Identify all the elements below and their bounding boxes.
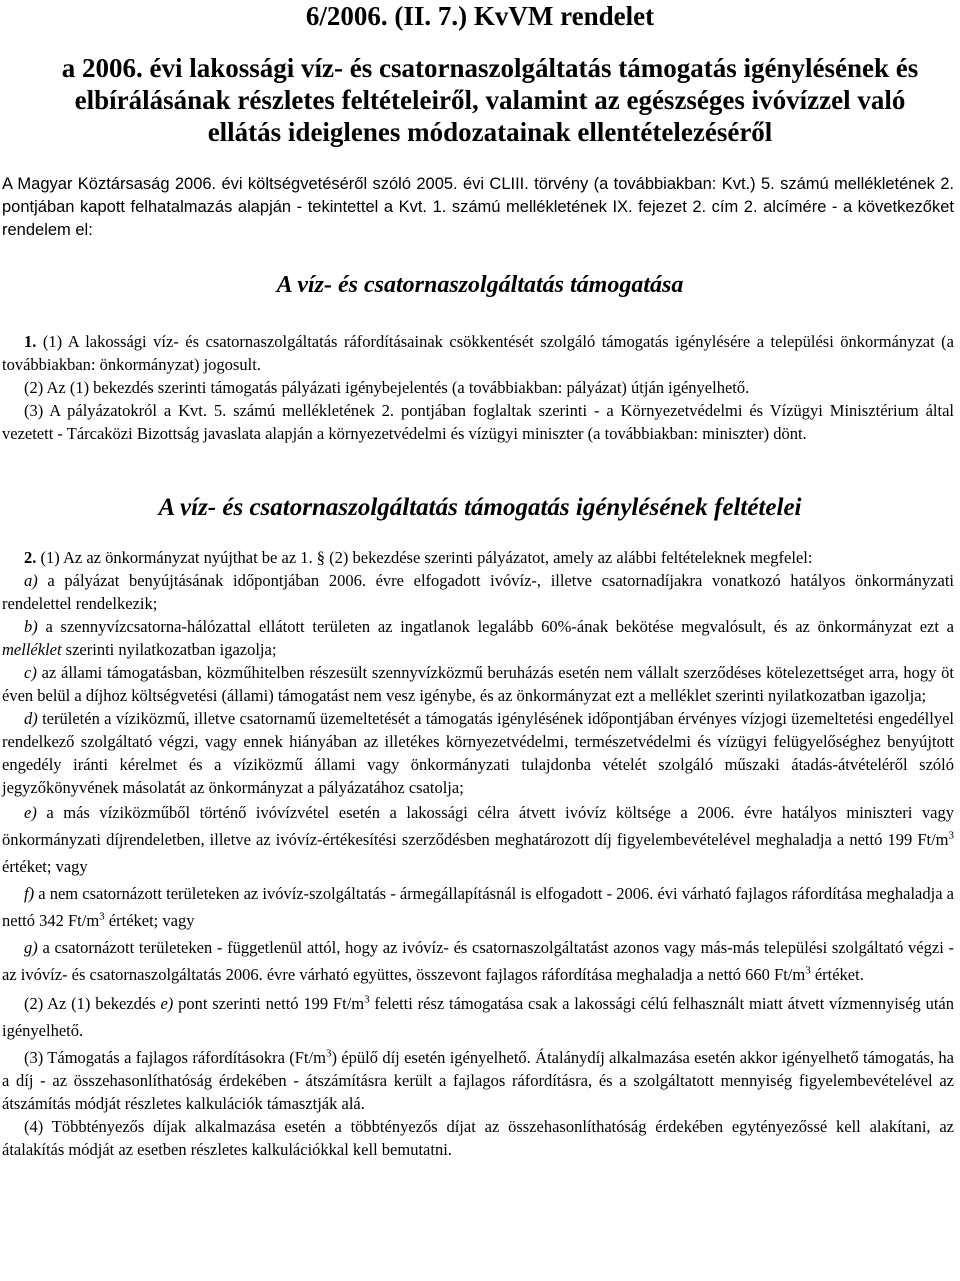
condition-c: c) az állami támogatásban, közműhitelben részesült szennyvízközmű beruházás esetén nem vállalt szerződéses kötelezettséget arra, hogy öt éven belül a díjhoz költségvetési (állami) támogatást nem vesz igénybe, és az önkormányzat ezt a melléklet szerinti nyilatkozatban igazolja; (2, 663, 954, 705)
condition-a: a) a pályázat benyújtásának időpontjában 2006. évre elfogadott ivóvíz-, illetve csatornadíjakra vonatkozó hatályos önkormányzati rendelettel rendelkezik; (2, 571, 954, 613)
condition-e: e) a más víziközműből történő ivóvízvétel esetén a lakossági célra átvett ivóvíz költsége a 2006. évre hatályos miniszteri vagy önkormányzati díjrendeletben, illetve az ivóvíz-értékesítési szerződésben meghatározott díj figyelembevételével meghaladja a nettó 199 $Ft/m^3$ értéket; vagy (2, 803, 954, 876)
paragraph-1-2: (2) Az (1) bekezdés szerinti támogatás pályázati igénybejelentés (a továbbiakban: pályázat) útján igényelhető. (24, 378, 750, 397)
preamble: A Magyar Köztársaság 2006. évi költségvetéséről szóló 2005. évi CLIII. törvény (a továbbiakban: Kvt.) 5. számú mellékletének 2. pontjában kapott felhatalmazás alapján - tekintettel a Kvt. 1. számú mellékletének IX. fejezet 2. cím 2. alcímére - a következőket rendelem el: (2, 175, 954, 239)
condition-d: d) területén a víziközmű, illetve csatornamű üzemeltetését a támogatás igénylésének időpontjában érvényes vízjogi üzemeltetési engedéllyel rendelkező szolgáltató végzi, vagy ennek hiányában az illetékes környezetvédelmi, természetvédelmi és vízügyi felügyelőséghez benyújtott engedély iránti kérelmet és a víziközmű állami vagy önkormányzati tulajdonba vételét szolgáló műszaki átadás-átvételéről szóló jegyzőkönyvének másolatát az önkormányzat a pályázatához csatolja; (2, 709, 954, 797)
decree-title: a 2006. évi lakossági víz- és csatornaszolgáltatás támogatás igénylésének és elbírálásának részletes feltételeiről, valamint az egészséges ivóvízzel való ellátás ideiglenes módozatainak ellentételezéséről (61, 53, 919, 147)
section-heading-conditions: A víz- és csatornaszolgáltatás támogatás igénylésének feltételei (158, 494, 802, 521)
decree-number: 6/2006. (II. 7.) KvVM rendelet (305, 1, 655, 31)
paragraph-1-1: 1. (1) A lakossági víz- és csatornaszolgáltatás ráfordításainak csökkentését szolgáló támogatás igénylésére a települési önkormányzat (a továbbiakban: önkormányzat) jogosult. (2, 332, 954, 374)
condition-f: f) a nem csatornázott területeken az ivóvíz-szolgáltatás - ármegállapításnál is elfogadott - 2006. évi várható fajlagos ráfordítása meghaladja a nettó 342 $Ft/m^3$ értéket; vagy (2, 884, 954, 930)
paragraph-2-1: 2. (1) Az az önkormányzat nyújthat be az 1. § (2) bekezdése szerinti pályázatot, amely az alábbi feltételeknek megfelel: (24, 548, 813, 567)
condition-g: g) a csatornázott területeken - függetlenül attól, hogy az ivóvíz- és csatornaszolgáltatást azonos vagy más-más települési szolgáltató végzi - az ivóvíz- és csatornaszolgáltatás 2006. évre várható együttes, összevont fajlagos ráfordítása meghaladja a nettó 660 $Ft/m^3$ értéket. (2, 938, 954, 984)
paragraph-2-2: (2) Az (1) bekezdés e) pont szerinti nettó 199 $Ft/m^3$ feletti rész támogatása csak a lakossági célú felhasznált miatt átvett vízmennyiség után igényelhető. (2, 993, 954, 1040)
section-number: 1. (24, 332, 37, 351)
section-number: 2. (24, 548, 37, 567)
condition-b: b) a szennyvízcsatorna-hálózattal ellátott területen az ingatlanok legalább 60%-ának bekötése megvalósult, és az önkormányzat ezt a melléklet szerinti nyilatkozatban igazolja; (2, 617, 954, 659)
section-support-body (2, 330, 954, 445)
section-conditions-body (2, 546, 954, 1161)
paragraph-2-3: (3) Támogatás a fajlagos ráfordításokra $(Ft/m^3)$ épülő díj esetén igényelhető. Átalánydíj alkalmazása esetén akkor igényelhető támogatás, ha a díj - az összehasonlíthatóság érdekében - átszámításra került a fajlagos ráfordításra, és a szolgáltatott mennyiség figyelembevételével az átszámítás módját részletes kalkulációk támasztják alá. (2, 1047, 954, 1113)
paragraph-1-3: (3) A pályázatokról a Kvt. 5. számú mellékletének 2. pontjában foglaltak szerinti - a Környezetvédelmi és Vízügyi Minisztérium által vezetett - Tárcaközi Bizottság javaslata alapján a környezetvédelmi és vízügyi miniszter (a továbbiakban: miniszter) dönt. (2, 401, 954, 443)
paragraph-2-4: (4) Többtényezős díjak alkalmazása esetén a többtényezős díjat az összehasonlíthatóság érdekében egytényezőssé kell alakítani, az átalakítás módját az esetben részletes kalkulációkkal kell bemutatni. (2, 1117, 954, 1159)
section-heading-support: A víz- és csatornaszolgáltatás támogatása (276, 272, 684, 298)
